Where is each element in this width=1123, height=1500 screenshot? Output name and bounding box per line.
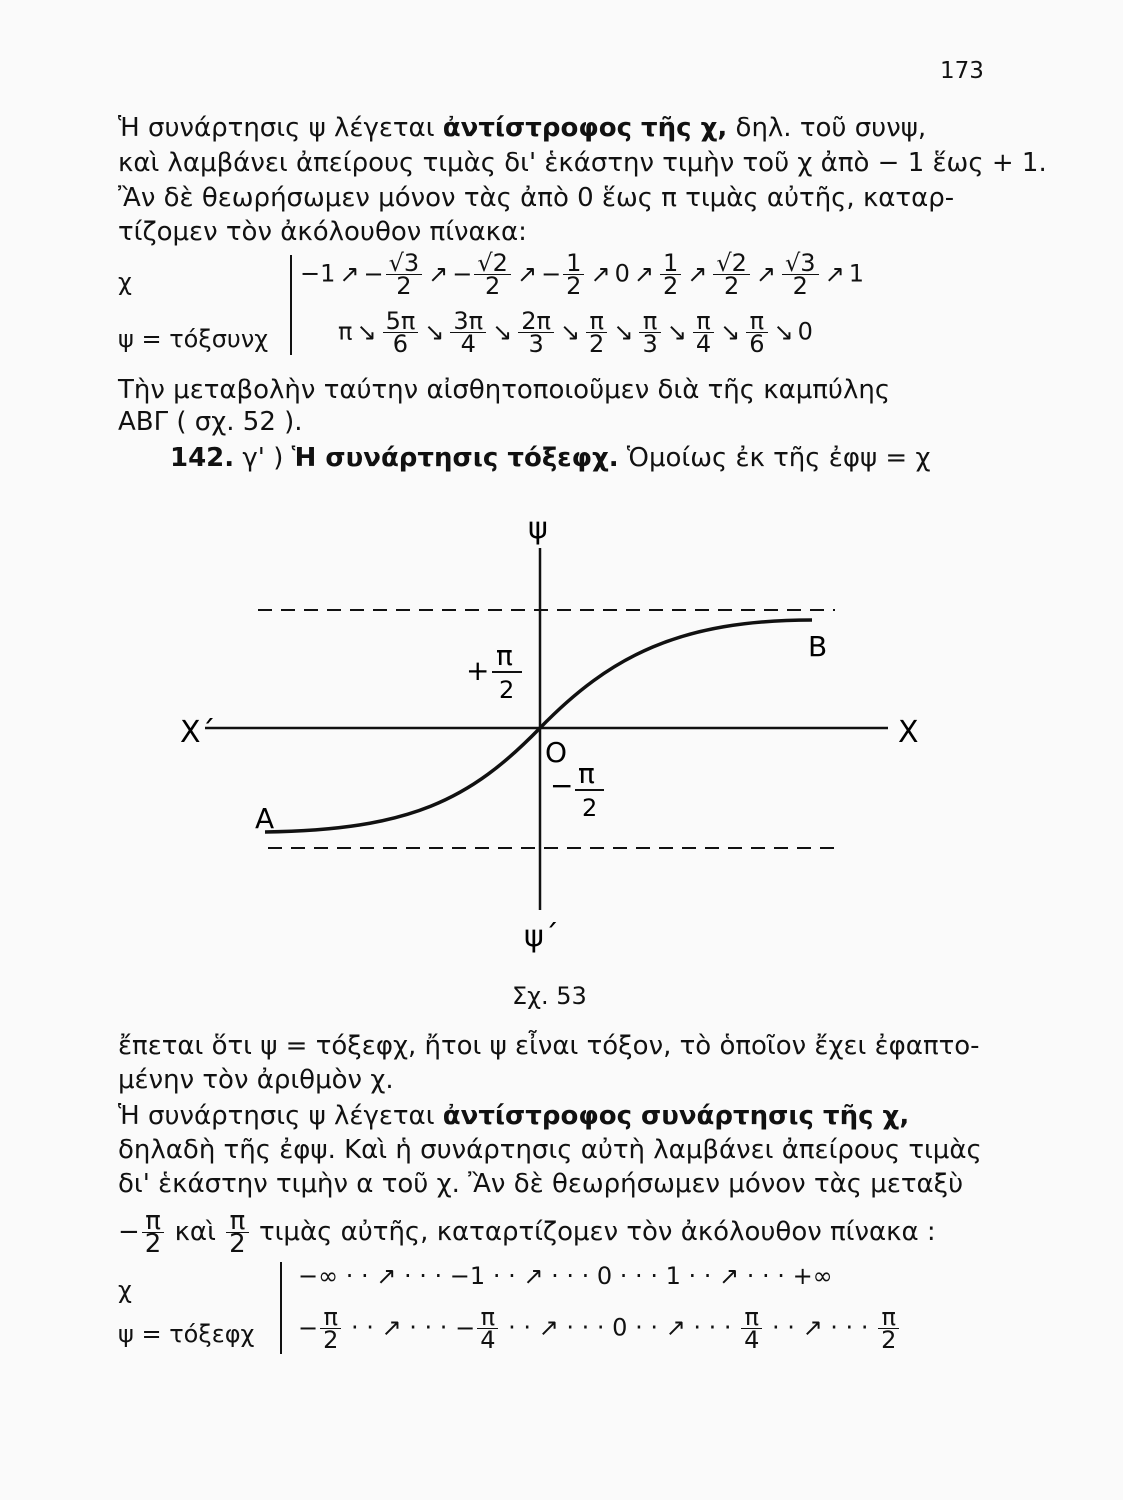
table1-psi-value-num: 3π (450, 310, 486, 333)
table2-x-value: 0 (596, 1262, 613, 1290)
table2-dots: · · ↗ · · · (635, 1313, 732, 1342)
section-rest: Ὁμοίως ἐκ τῆς ἐφψ = χ (618, 443, 931, 473)
table1-psi-value-num: π (693, 310, 714, 333)
para4-mid: καὶ (166, 1217, 225, 1247)
table1-x-value-den: 2 (566, 272, 582, 300)
table2-psi-value-den: 2 (881, 1326, 897, 1354)
label-psi: ψ (528, 511, 548, 546)
table2-dots: · · · (619, 1262, 658, 1290)
para4-line3: δι' ἑκάστην τιμὴν α τοῦ χ. Ἂν δὲ θεωρήσωμεν μόνον τὰς μεταξὺ (118, 1169, 964, 1199)
para2-line2: ΑΒΓ ( σχ. 52 ). (118, 407, 303, 437)
para4-line2: δηλαδὴ τῆς ἐφψ. Καὶ ἡ συνάρτησις αὐτὴ λαμβάνει ἀπείρους τιμὰς (118, 1135, 982, 1165)
table2-psi-value: 0 (612, 1313, 628, 1342)
table1-x-value-den: 2 (723, 272, 740, 300)
two-lower: 2 (582, 794, 598, 822)
table1-psi-label: ψ = τόξσυνχ (118, 325, 269, 353)
table2-psi-value (876, 1303, 901, 1354)
table2-psi-value-den: 2 (323, 1326, 339, 1354)
label-x-prime: Χ´ (180, 715, 216, 750)
table2-psi-value-frac (320, 1303, 341, 1354)
table1-x-value-num: √3 (386, 252, 423, 275)
section-number: 142. (170, 443, 235, 473)
para4-text-b: τιμὰς αὐτῆς, καταρτίζομεν τὸν ἀκόλουθον πίνακα : (250, 1217, 936, 1247)
table1-up-arrow: ↗ (516, 259, 538, 288)
table1-psi-value-num: π (586, 310, 607, 333)
frac-pi-2-b: $\frac{\pi}{2}$ (226, 1210, 249, 1255)
table2-psi-value-num: π (878, 1306, 899, 1329)
table2-psi-value-num: π (741, 1306, 762, 1329)
table1-down-arrow: ↘ (613, 317, 634, 346)
table2-psi-value-sign: − (455, 1313, 476, 1342)
para1-text-a: Ἡ συνάρτησις ψ λέγεται (118, 113, 443, 143)
table1-x-value-den: 2 (792, 272, 808, 300)
table2-dots: · · ↗ · · · (345, 1262, 443, 1290)
label-A: Α (255, 802, 275, 835)
table2-x-value: −∞ (298, 1262, 339, 1290)
table1-x-value-den: 2 (485, 272, 501, 300)
table1-x-value-sign: − (452, 259, 473, 288)
label-B: Β (808, 630, 828, 663)
table1-down-arrow: ↘ (356, 317, 377, 346)
para2-line1: Τὴν μεταβολὴν ταύτην αἰσθητοποιοῦμεν διὰ τῆς καμπύλης (118, 375, 891, 405)
table2-dots: · · ↗ · · · (772, 1313, 869, 1342)
para1-line3: Ἂν δὲ θεωρήσωμεν μόνον τὰς ἀπὸ 0 ἕως π τιμὰς αὐτῆς, καταρ- (118, 183, 955, 213)
table1-psi-value-den: 6 (392, 330, 409, 358)
minus-sign: − (550, 769, 574, 802)
para1-bold: ἀντίστροφος τῆς χ, (442, 113, 728, 143)
table2-psi-value-frac (878, 1303, 899, 1354)
table1-psi-value-den: 4 (460, 330, 476, 358)
table1-up-arrow: ↗ (590, 259, 611, 288)
label-origin: Ο (545, 736, 568, 769)
table2-dots: · · ↗ · · · (492, 1262, 590, 1290)
table1-psi-value-num: π (746, 310, 767, 333)
table1-down-arrow: ↘ (666, 317, 687, 346)
table1-down-arrow: ↘ (720, 317, 741, 346)
table2-psi-label: ψ = τόξεφχ (118, 1320, 255, 1348)
page-number: 173 (940, 58, 984, 84)
section-title: Ἡ συνάρτησις τόξεφχ. (291, 443, 619, 473)
table1-psi-value-num: 5π (383, 310, 419, 333)
table2-dots: · · ↗ · · · (688, 1262, 785, 1290)
para3-line2: μένην τὸν ἀριθμὸν χ. (118, 1065, 394, 1095)
table1-psi-value-den: 3 (642, 330, 658, 358)
table1-up-arrow: ↗ (687, 259, 708, 288)
table2-x-value: −1 (449, 1262, 486, 1290)
table1-x-value-num: √3 (782, 252, 819, 275)
table1-x-value: 1 (848, 259, 864, 288)
table2-psi-value (455, 1303, 500, 1354)
section-letter: γ' ) (242, 443, 284, 473)
table1-x-label: χ (118, 268, 132, 296)
table1-down-arrow: ↘ (492, 317, 513, 346)
table2-psi-value-sign: − (298, 1313, 319, 1342)
table1-x-value-num: √2 (713, 252, 750, 275)
table1-x-value-num: 1 (660, 252, 681, 275)
table1-down-arrow: ↘ (424, 317, 445, 346)
table1-x-value-num: 1 (563, 252, 584, 275)
label-x: Χ (898, 715, 919, 750)
table2-psi-value-den: 4 (744, 1326, 760, 1354)
table2-row-psi (298, 1303, 901, 1354)
table2-psi-value-num: π (320, 1306, 341, 1329)
table1-x-value-sign: − (363, 259, 384, 288)
table2-dots: · · ↗ · · · (508, 1313, 605, 1342)
para1-line2: καὶ λαμβάνει ἀπείρους τιμὰς δι' ἑκάστην τιμὴν τοῦ χ ἀπὸ − 1 ἕως + 1. (118, 148, 1047, 178)
arctan-curve (265, 620, 812, 832)
table2-x-value: 1 (665, 1262, 681, 1290)
table1-psi-value-den: 3 (528, 330, 544, 358)
table1-x-value: 0 (614, 259, 630, 288)
para4-bold: ἀντίστροφος συνάρτησις τῆς χ, (442, 1101, 910, 1131)
table1-x-value: −1 (300, 259, 336, 288)
table2-psi-value (739, 1303, 764, 1354)
para3-line1: ἔπεται ὅτι ψ = τόξεφχ, ἤτοι ψ εἶναι τόξον, τὸ ὁποῖον ἔχει ἐφαπτο- (118, 1031, 980, 1061)
table2-psi-value-den: 4 (480, 1326, 496, 1354)
table2-row-x (298, 1262, 833, 1290)
table2-dots: · · ↗ · · · (351, 1313, 448, 1342)
pi-lower: π (578, 757, 595, 790)
table1-psi-value-num: π (639, 310, 660, 333)
table1-up-arrow: ↗ (755, 259, 777, 288)
figure-caption: Σχ. 53 (512, 982, 587, 1010)
para4-text-a: Ἡ συνάρτησις ψ λέγεται (118, 1101, 443, 1131)
table2-x-label: χ (118, 1276, 132, 1304)
table1-psi-value-den: 2 (589, 330, 605, 358)
para4-minus: − (118, 1217, 140, 1247)
table1-x-value-den: 2 (396, 272, 412, 300)
para4-line4 (118, 1206, 978, 1259)
table1-down-arrow: ↘ (773, 317, 794, 346)
table2-psi-value-frac (477, 1303, 498, 1354)
frac-pi-2-a: $\frac{\pi}{2}$ (142, 1210, 165, 1255)
pi-upper: π (496, 639, 513, 672)
table2-brace (280, 1262, 282, 1354)
table1-up-arrow: ↗ (633, 259, 654, 288)
table1-x-value-sign: − (541, 259, 562, 288)
table2-psi-value-num: π (477, 1306, 498, 1329)
table2-psi-value (298, 1303, 343, 1354)
table1-psi-value: 0 (797, 317, 813, 346)
plus-sign: + (466, 654, 490, 687)
para1-line4: τίζομεν τὸν ἀκόλουθον πίνακα: (118, 217, 527, 247)
table1-down-arrow: ↘ (559, 317, 581, 346)
table1-psi-value-den: 6 (749, 330, 765, 358)
table1-up-arrow: ↗ (824, 259, 845, 288)
table1-psi-value: π (338, 317, 353, 346)
table1-up-arrow: ↗ (339, 259, 360, 288)
para1-text-b: δηλ. τοῦ συνψ, (727, 113, 927, 143)
label-psi-prime: ψ´ (524, 919, 559, 954)
table1-up-arrow: ↗ (428, 259, 449, 288)
table1-psi-value-num: 2π (518, 310, 554, 333)
table2-psi-value-frac (741, 1303, 762, 1354)
table1-psi-value-den: 4 (695, 330, 712, 358)
para4-line1 (118, 1100, 978, 1132)
two-upper: 2 (499, 676, 515, 704)
table1-x-value-num: √2 (474, 252, 511, 275)
table2-x-value: +∞ (792, 1262, 833, 1290)
table1-x-value-den: 2 (662, 272, 679, 300)
